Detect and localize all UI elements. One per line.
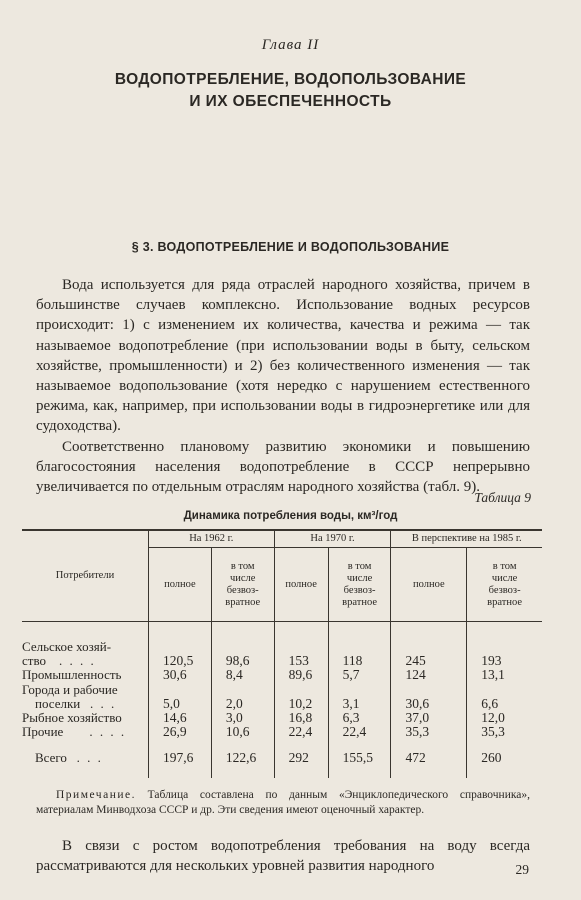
row-name: Прочие . . . . — [22, 724, 127, 740]
cell: 8,4 — [211, 668, 274, 682]
consumers-header: Потребители — [22, 530, 149, 622]
page-number: 29 — [515, 862, 529, 877]
subheader-irreversible: в том числе безвоз- вратное — [467, 548, 542, 622]
cell: 16,8 — [274, 711, 328, 725]
chapter-title-line-1: ВОДОПОТРЕБЛЕНИЕ, ВОДОПОЛЬЗОВАНИЕ — [114, 71, 467, 88]
cell: 120,5 — [149, 654, 212, 668]
chapter-title — [0, 69, 581, 113]
paragraph-3: В связи с ростом водопотребления требования на воду всегда рассматриваются для нескольких уровней развития народного — [36, 838, 530, 875]
table-caption: Динамика потребления воды, км³/год — [183, 510, 398, 522]
cell: 89,6 — [274, 668, 328, 682]
cell: 10,2 — [274, 697, 328, 711]
paragraph-2: Соответственно плановому развитию экономики и повышению благосостояния населения водопотребление в СССР непрерывно увеличивается по отдельным отраслям народного хозяйства (табл. 9). — [36, 438, 530, 496]
cell: 5,7 — [328, 668, 391, 682]
table-note — [36, 788, 530, 817]
row-name: Города и рабочие — [22, 681, 118, 697]
cell: 10,6 — [211, 725, 274, 739]
cell: 2,0 — [211, 697, 274, 711]
table-row — [22, 640, 542, 654]
cell: 35,3 — [391, 725, 467, 739]
cell: 12,0 — [467, 711, 542, 725]
body-text-bottom — [36, 836, 530, 876]
cell: 155,5 — [328, 751, 391, 765]
cell: 22,4 — [328, 725, 391, 739]
cell: 98,6 — [211, 654, 274, 668]
row-name: поселки . . . — [35, 695, 117, 711]
paragraph-1: Вода используется для ряда отраслей народного хозяйства, причем в большинстве случаев комплексно. Использование водных ресурсов происходит: 1) с изменением их количества, качества и режима — так называемое водопотребление (при использовании воды в быту, сельском хозяйстве, промышленности) и 2) без количественного изменения — так называемое водопользование (хотя нередко с нарушением естественного режима, как, например, при использовании воды в гидроэнергетике или для судоходства). — [36, 277, 530, 435]
cell: 30,6 — [149, 668, 212, 682]
cell: 118 — [328, 654, 391, 668]
row-name: Промышленность — [22, 667, 122, 683]
period-header-1962: На 1962 г. — [149, 530, 275, 548]
table-row — [22, 654, 542, 668]
chapter-heading: Глава II — [261, 37, 320, 53]
subheader-total: полное — [149, 548, 212, 622]
cell: 30,6 — [391, 697, 467, 711]
row-name: Рыбное хозяйство — [22, 710, 122, 726]
cell: 13,1 — [467, 668, 542, 682]
table-total-row — [22, 751, 542, 765]
cell: 292 — [274, 751, 328, 765]
cell: 22,4 — [274, 725, 328, 739]
subheader-total: полное — [391, 548, 467, 622]
table-row — [22, 683, 542, 697]
cell: 245 — [391, 654, 467, 668]
row-name: Сельское хозяй- — [22, 639, 112, 654]
table-row — [22, 725, 542, 739]
table-row — [22, 697, 542, 711]
cell: 37,0 — [391, 711, 467, 725]
cell: 26,9 — [149, 725, 212, 739]
row-name: Всего . . . — [35, 750, 103, 766]
row-name: ство . . . . — [22, 653, 96, 669]
cell: 3,1 — [328, 697, 391, 711]
table-row — [22, 711, 542, 725]
cell: 153 — [274, 654, 328, 668]
period-header-1970: На 1970 г. — [274, 530, 391, 548]
body-text-top — [36, 275, 530, 497]
cell: 5,0 — [149, 697, 212, 711]
cell: 197,6 — [149, 751, 212, 765]
cell: 14,6 — [149, 711, 212, 725]
cell: 472 — [391, 751, 467, 765]
subheader-total: полное — [274, 548, 328, 622]
subheader-irreversible: в том числе безвоз- вратное — [328, 548, 391, 622]
cell: 122,6 — [211, 751, 274, 765]
water-consumption-table — [22, 529, 542, 778]
cell: 124 — [391, 668, 467, 682]
cell: 193 — [467, 654, 542, 668]
cell: 260 — [467, 751, 542, 765]
cell: 3,0 — [211, 711, 274, 725]
subheader-irreversible: в том числе безвоз- вратное — [211, 548, 274, 622]
cell: 35,3 — [467, 725, 542, 739]
chapter-title-line-2: И ИХ ОБЕСПЕЧЕННОСТЬ — [189, 93, 392, 110]
section-heading: § 3. ВОДОПОТРЕБЛЕНИЕ И ВОДОПОЛЬЗОВАНИЕ — [131, 240, 450, 254]
cell: 6,3 — [328, 711, 391, 725]
note-lead: Примечание. — [56, 789, 136, 801]
cell: 6,6 — [467, 697, 542, 711]
table-row — [22, 668, 542, 682]
table-label: Таблица 9 — [474, 490, 531, 505]
period-header-1985: В перспективе на 1985 г. — [391, 530, 542, 548]
note-text: Таблица составлена по данным «Энциклопедического справочника», материалам Минводхоза СССР и др. Эти сведения имеют оценочный характер. — [36, 789, 530, 816]
